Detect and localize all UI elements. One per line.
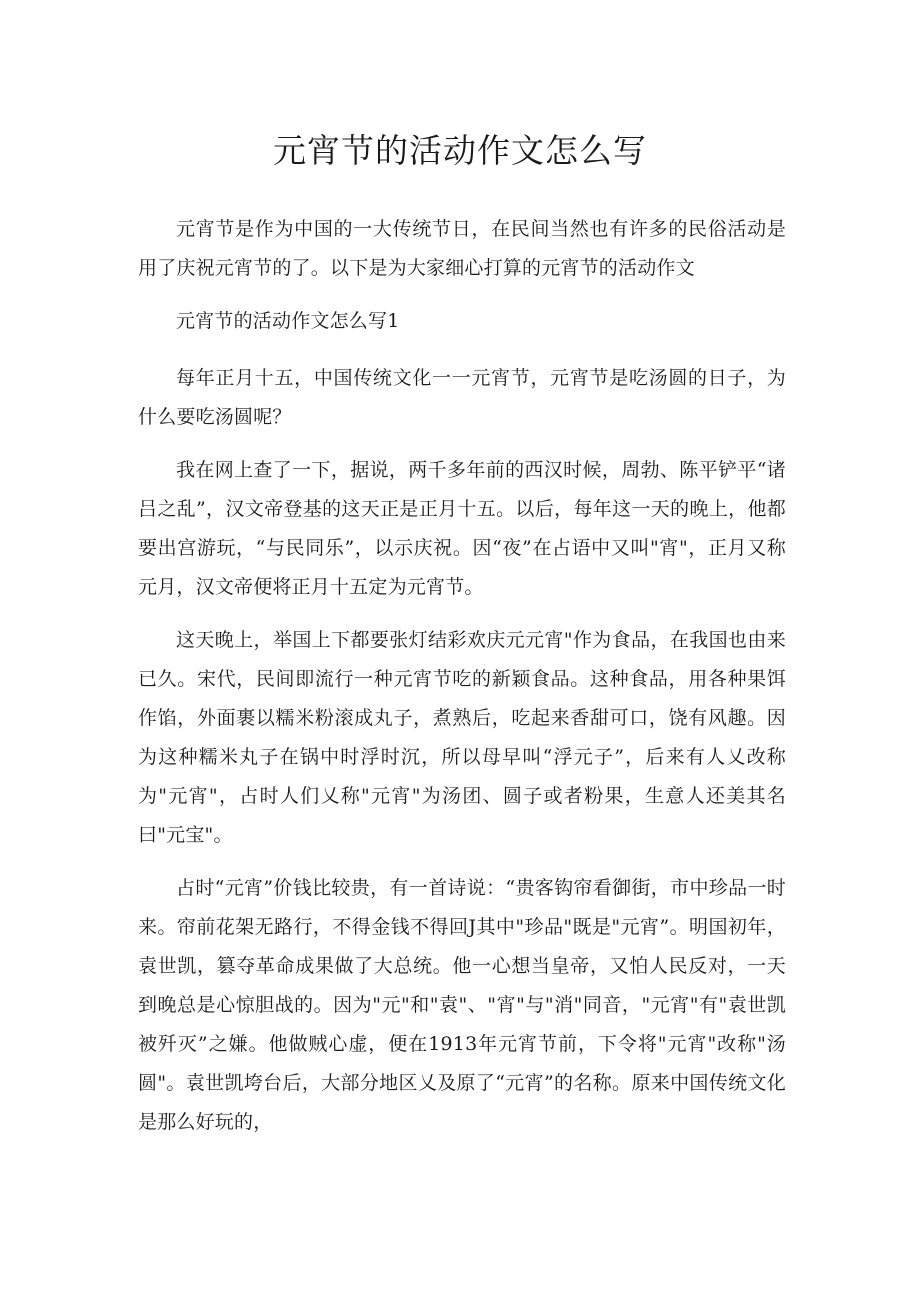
document-title: 元宵节的活动作文怎么写 bbox=[273, 131, 647, 170]
paragraph: 每年正月十五，中国传统文化一一元宵节，元宵节是吃汤圆的日子，为什么要吃汤圆呢？ bbox=[138, 367, 786, 428]
paragraph-intro: 元宵节是作为中国的一大传统节日，在民间当然也有许多的民俗活动是用了庆祝元宵节的了。以下是为大家细心打算的元宵节的活动作文 bbox=[138, 218, 786, 279]
paragraph: 这天晚上，举国上下都要张灯结彩欢庆元元宵"作为食品，在我国也由来已久。宋代，民间即流行一种元宵节吃的新颖食品。这种食品，用各种果饵作馅，外面裹以糯米粉滚成丸子，煮熟后，吃起来香甜可口，饶有风趣。因为这种糯米丸子在锅中时浮时沉，所以母早叫“浮元子”，后来有人乂改称为"元宵"，占时人们乂称"元宵"为汤团、圆子或者粉果，生意人还美其名曰"元宝"。 bbox=[138, 629, 786, 846]
section-heading: 元宵节的活动作文怎么写1 bbox=[176, 310, 400, 332]
paragraph: 我在网上查了一下，据说，两千多年前的西汉时候，周勃、陈平铲平“诸吕之乱”，汉文帝登基的这天正是正月十五。以后，每年这一天的晚上，他都要出宫游玩，“与民同乐”，以示庆祝。因“夜”在占语中又叫"宵"，正月又称元月，汉文帝便将正月十五定为元宵节。 bbox=[138, 459, 786, 598]
paragraph: 占时“元宵”价钱比较贵，有一首诗说：“贵客钩帘看御街，市中珍品一时来。帘前花架无路行，不得金钱不得回J其中"珍品"既是"元宵”。明国初年，袁世凯，篡夺革命成果做了大总统。他一心想当皇帝，又怕人民反对，一天到晚总是心惊胆战的。因为"元"和"袁"、"宵"与"消"同音，"元宵"有"袁世凯被歼灭”之嫌。他做贼心虚，便在1913年元宵节前，下令将"元宵"改称"汤圆"。袁世凯垮台后，大部分地区乂及原了“元宵”的名称。原来中国传统文化是那么好玩的， bbox=[138, 877, 786, 1133]
document-body bbox=[138, 210, 786, 1156]
